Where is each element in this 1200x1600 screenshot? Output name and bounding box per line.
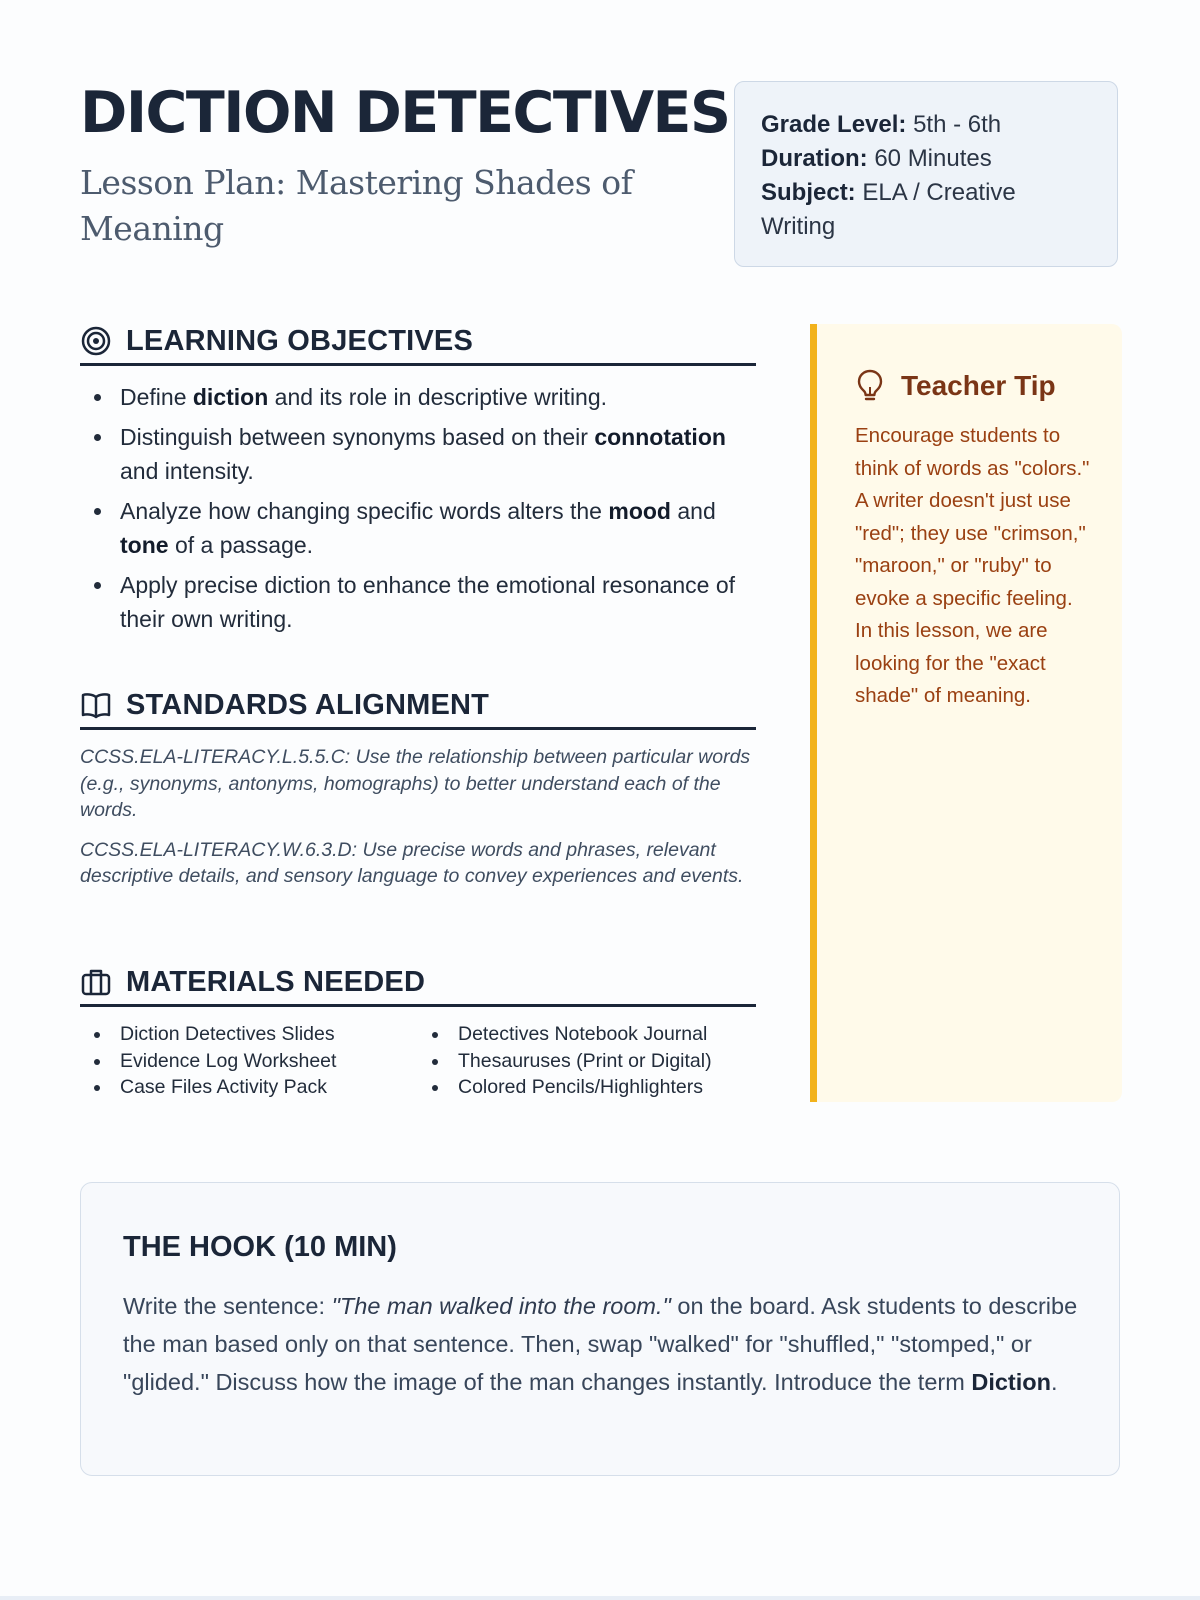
page-title: DICTION DETECTIVES	[80, 80, 730, 146]
list-item: Detectives Notebook Journal	[418, 1021, 756, 1048]
grade-level-label: Grade Level:	[761, 111, 907, 138]
lightbulb-icon	[855, 368, 885, 404]
section-header	[80, 682, 756, 730]
list-item: Apply precise diction to enhance the emotional resonance of their own writing.	[80, 568, 756, 636]
objectives-list	[80, 380, 756, 636]
standard-item: CCSS.ELA-LITERACY.W.6.3.D: Use precise words and phrases, relevant descriptive details, and sensory language to convey experiences and events.	[80, 838, 744, 887]
section-title: MATERIALS NEEDED	[126, 965, 426, 998]
learning-objectives-section	[80, 318, 756, 642]
section-header	[80, 959, 756, 1007]
key-term: Diction	[971, 1369, 1051, 1395]
book-icon	[80, 689, 112, 721]
hook-title: THE HOOK (10 MIN)	[123, 1231, 397, 1263]
duration-row	[761, 142, 1091, 176]
duration-label: Duration:	[761, 145, 868, 172]
duration-value: 60 Minutes	[874, 145, 992, 172]
grade-level-value: 5th - 6th	[913, 111, 1002, 138]
hook-card	[80, 1182, 1120, 1476]
subject-label: Subject:	[761, 179, 856, 206]
materials-columns	[80, 1021, 756, 1101]
briefcase-icon	[80, 966, 112, 998]
target-icon	[80, 325, 112, 357]
subject-value: ELA / Creative Writing	[761, 179, 1016, 240]
list-item: Analyze how changing specific words alters the mood and tone of a passage.	[80, 494, 756, 562]
section-header	[80, 318, 756, 366]
materials-list-left	[80, 1021, 418, 1101]
hook-text: Write the sentence: "The man walked into the room." on the board. Ask students to describe the man based only on that sentence. Then, swap "walked" for "shuffled," "stomped," or "glided." Discuss how the image of the man changes instantly. Introduce the term Diction.	[123, 1293, 1078, 1395]
standards-alignment-section	[80, 682, 756, 890]
page-subtitle: Lesson Plan: Mastering Shades of Meaning	[80, 163, 633, 248]
list-item: Thesauruses (Print or Digital)	[418, 1048, 756, 1075]
list-item: Colored Pencils/Highlighters	[418, 1074, 756, 1101]
tip-text: Encourage students to think of words as "colors." A writer doesn't just use "red"; they use "crimson," "maroon," or "ruby" to evoke a specific feeling. In this lesson, we are looking for the "exact shade" of meaning.	[855, 424, 1090, 707]
tip-title: Teacher Tip	[901, 370, 1056, 401]
bottom-divider	[0, 1596, 1200, 1600]
example-sentence: "The man walked into the room."	[331, 1293, 671, 1319]
list-item: Evidence Log Worksheet	[80, 1048, 418, 1075]
materials-list-right	[418, 1021, 756, 1101]
section-title: STANDARDS ALIGNMENT	[126, 688, 490, 721]
materials-needed-section	[80, 959, 756, 1101]
lesson-meta-card	[734, 81, 1118, 267]
grade-level-row	[761, 108, 1091, 142]
list-item: Diction Detectives Slides	[80, 1021, 418, 1048]
list-item: Define diction and its role in descriptive writing.	[80, 380, 756, 414]
list-item: Case Files Activity Pack	[80, 1074, 418, 1101]
subject-row	[761, 176, 1091, 244]
list-item: Distinguish between synonyms based on their connotation and intensity.	[80, 420, 756, 488]
tip-header	[855, 364, 1092, 408]
section-title: LEARNING OBJECTIVES	[126, 324, 474, 357]
standard-item: CCSS.ELA-LITERACY.L.5.5.C: Use the relationship between particular words (e.g., synonyms, antonyms, homographs) to better understand each of the words.	[80, 746, 751, 821]
teacher-tip-card	[810, 324, 1122, 1102]
